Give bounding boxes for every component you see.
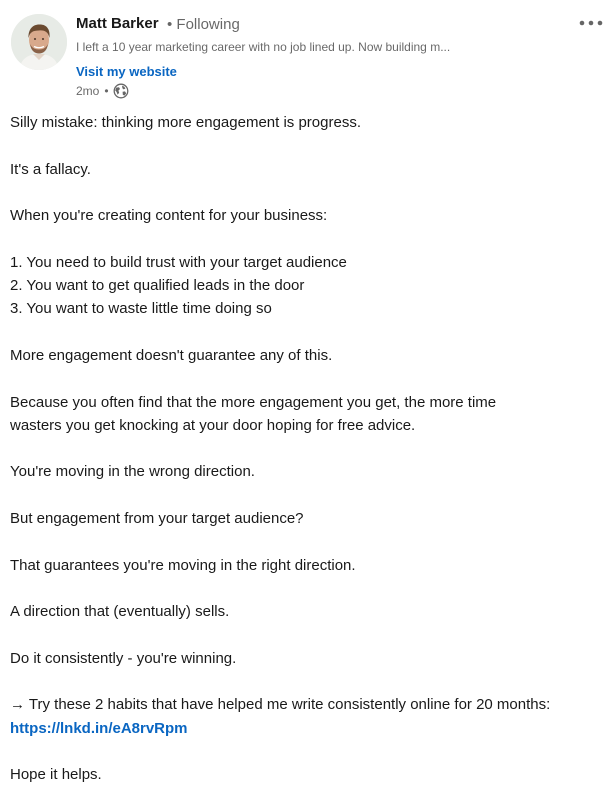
- post-paragraph: [10, 693, 610, 740]
- post-line: A direction that (eventually) sells.: [10, 603, 230, 621]
- post-line: Because you often find that the more engagement you get, the more time: [10, 393, 497, 411]
- author-photo: [11, 14, 67, 70]
- post-line: You're moving in the wrong direction.: [10, 463, 255, 481]
- list-item: 1. You need to build trust with your target audience: [10, 253, 347, 271]
- follow-status: • Following: [167, 16, 240, 33]
- cta-link[interactable]: https://lnkd.in/eA8rvRpm: [10, 719, 188, 737]
- post-line: wasters you get knocking at your door hoping for free advice.: [10, 416, 416, 434]
- post-meta: [76, 82, 129, 100]
- author-avatar[interactable]: [11, 14, 67, 70]
- post-line: Silly mistake: thinking more engagement is progress.: [10, 114, 361, 131]
- post-paragraph: [10, 554, 610, 577]
- globe-icon: [113, 83, 129, 99]
- post-line: That guarantees you're moving in the right direction.: [10, 556, 356, 574]
- post-line: But engagement from your target audience?: [10, 510, 304, 528]
- post-paragraph: [10, 507, 610, 530]
- post-list: [10, 251, 610, 321]
- post-line: It's a fallacy.: [10, 160, 91, 178]
- list-item: 3. You want to waste little time doing so: [10, 300, 272, 318]
- post-line: Do it consistently - you're winning.: [10, 649, 237, 667]
- post-paragraph: [10, 111, 610, 134]
- post-line: Hope it helps.: [10, 766, 102, 784]
- author-name[interactable]: Matt Barker: [76, 15, 159, 32]
- post-paragraph: [10, 647, 610, 670]
- author-headline[interactable]: I left a 10 year marketing career with no job lined up. Now building m...: [76, 40, 451, 54]
- post-paragraph: [10, 460, 610, 483]
- post-line: More engagement doesn't guarantee any of this.: [10, 346, 333, 364]
- post-body: [10, 111, 610, 792]
- post-age: 2mo: [76, 84, 100, 98]
- post-paragraph: [10, 158, 610, 181]
- post-paragraph: [10, 600, 610, 623]
- post-line: When you're creating content for your business:: [10, 207, 328, 225]
- post-paragraph: [10, 204, 610, 227]
- more-options-button[interactable]: [574, 10, 608, 36]
- more-options-icon: [578, 19, 604, 27]
- visit-website-link[interactable]: Visit my website: [76, 64, 177, 79]
- cta-text: → Try these 2 habits that have helped me write consistently online for 20 months:: [10, 696, 551, 714]
- post-paragraph: [10, 763, 610, 786]
- meta-separator: •: [104, 84, 109, 98]
- list-item: 2. You want to get qualified leads in the door: [10, 277, 305, 295]
- post-paragraph: [10, 391, 610, 438]
- post-paragraph: [10, 344, 610, 367]
